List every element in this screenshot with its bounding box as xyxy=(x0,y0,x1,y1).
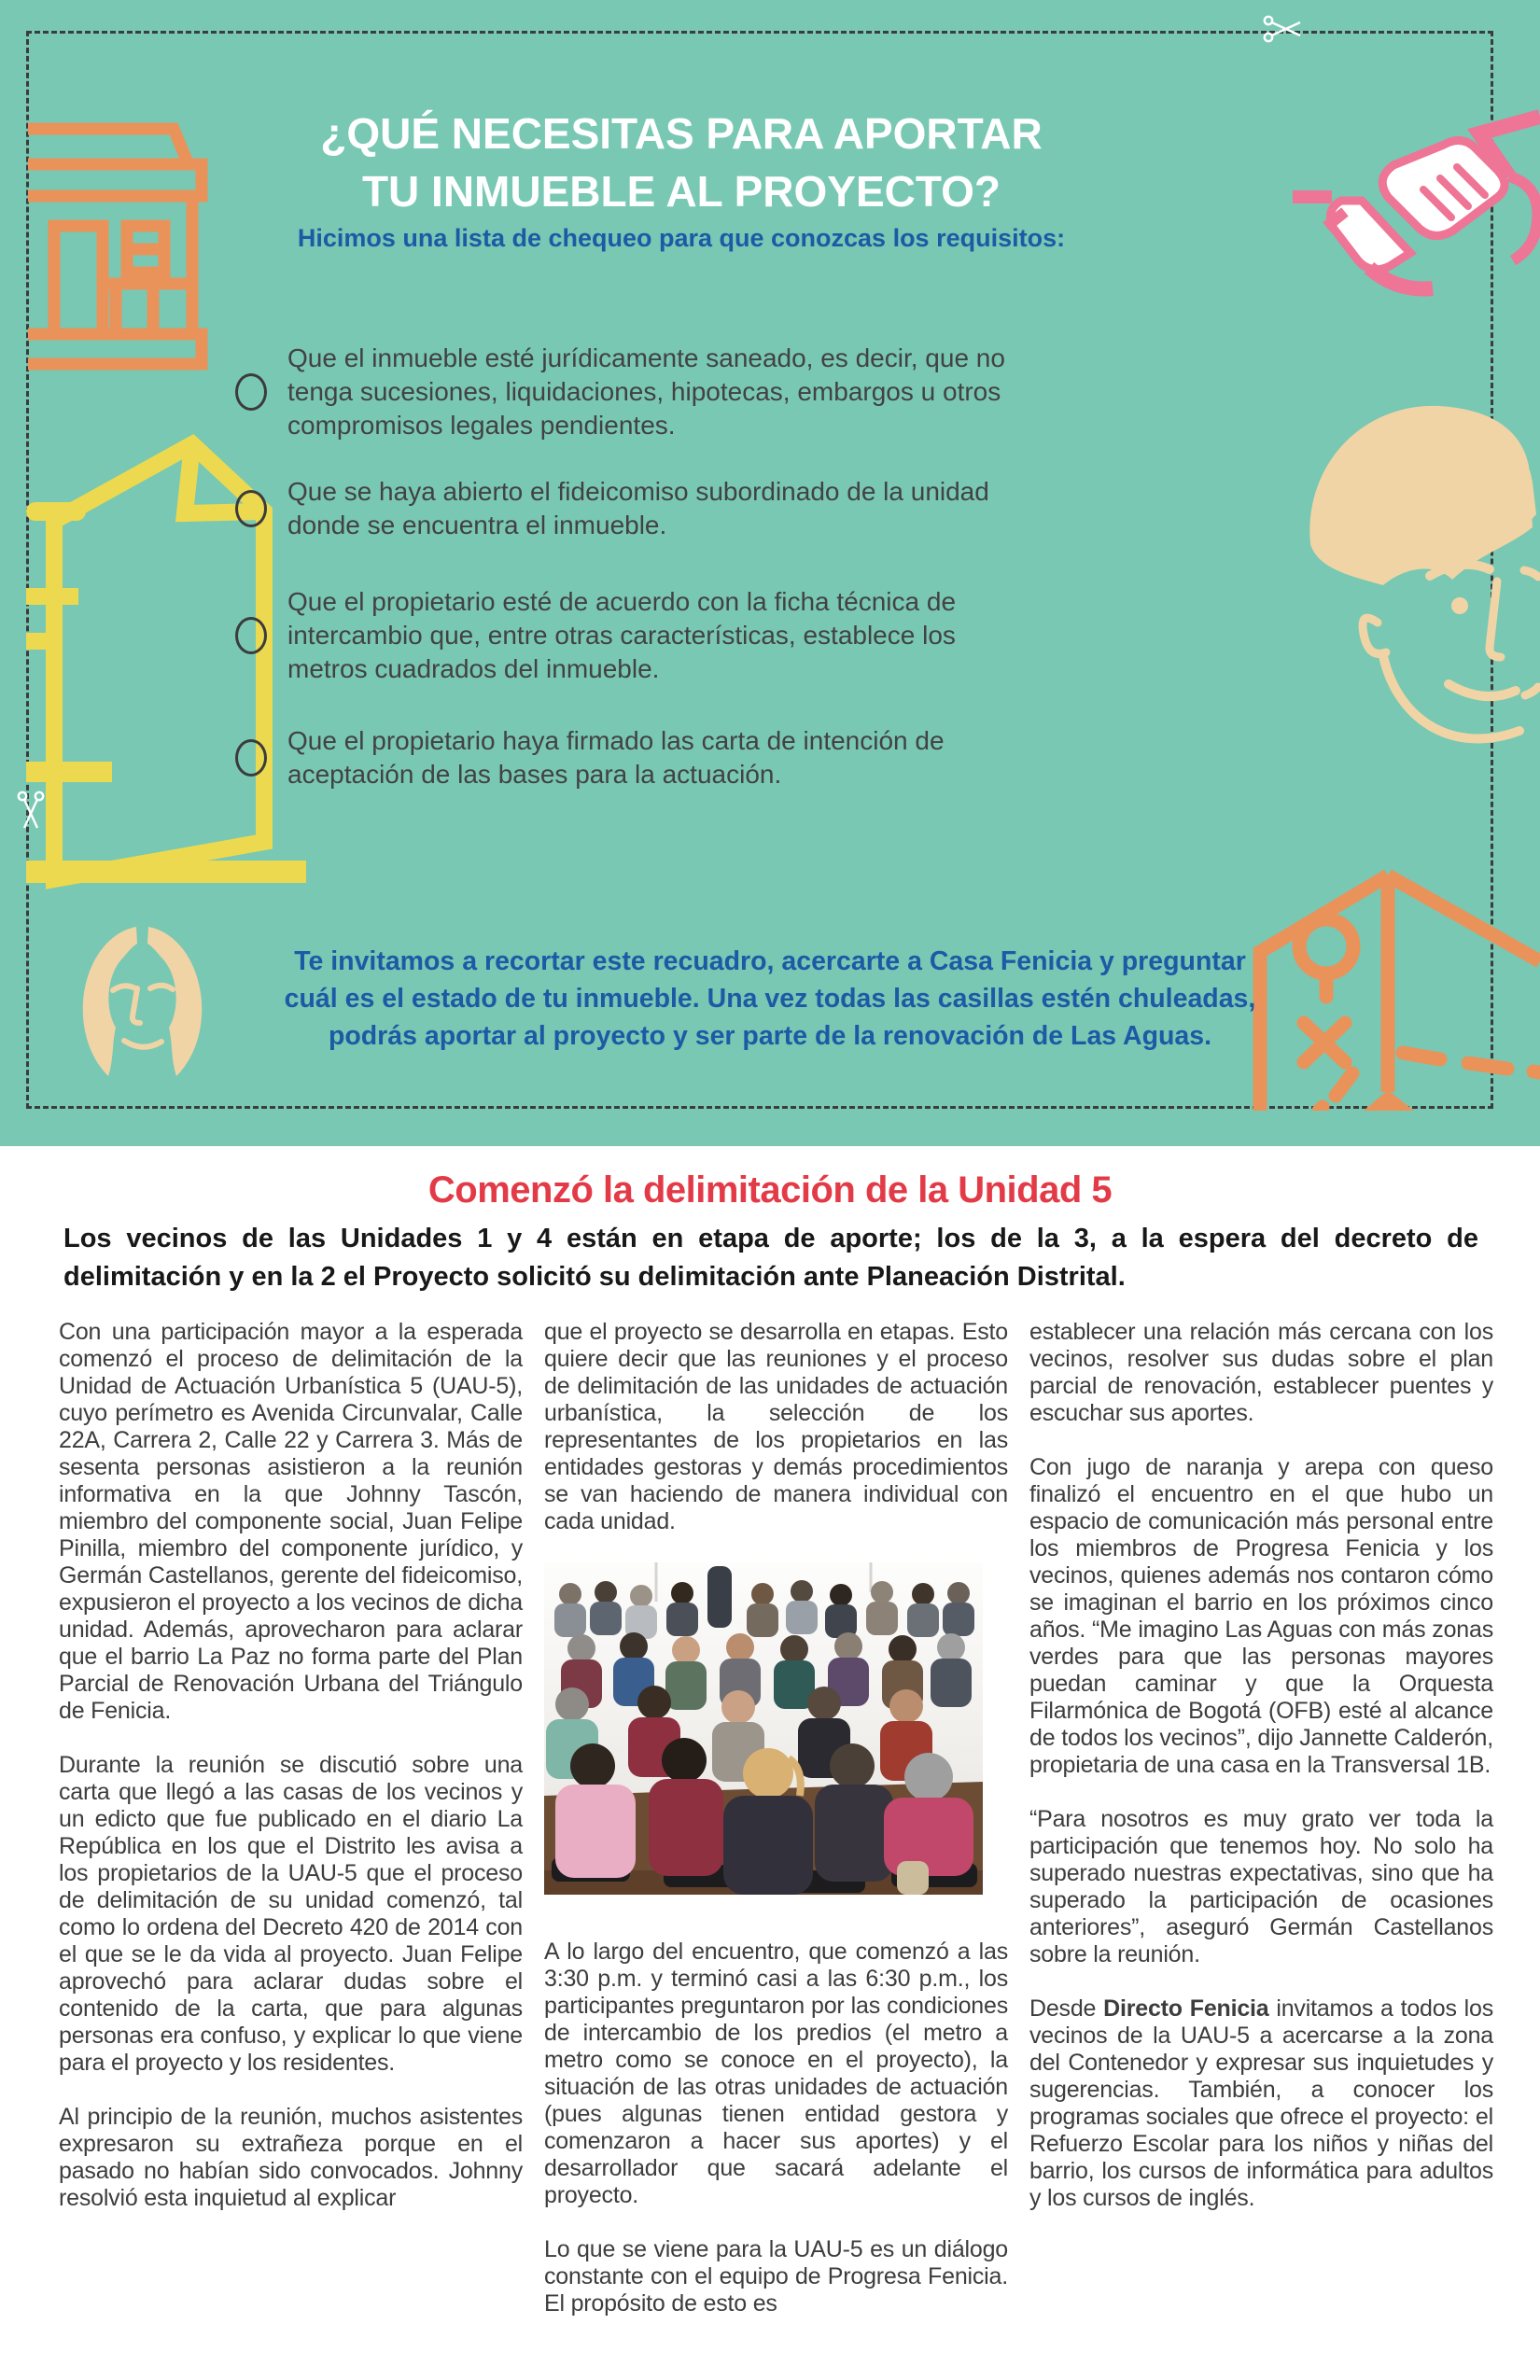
coupon-title-line1: ¿QUÉ NECESITAS PARA APORTAR xyxy=(320,109,1043,158)
coupon-title-line2: TU INMUEBLE AL PROYECTO? xyxy=(361,167,1001,216)
paragraph: establecer una relación más cercana con los vecinos, resolver sus dudas sobre el plan parcial de renovación, establecer puentes y escuchar sus aportes. xyxy=(1029,1319,1493,1426)
coupon-cutout xyxy=(0,0,1540,1146)
article-title: Comenzó la delimitación de la Unidad 5 xyxy=(427,1169,1113,1211)
paragraph: “Para nosotros es muy grato ver toda la participación que tenemos hoy. No solo ha superado nuestras expectativas, sino que ha superado la participación de ocasiones anteriores”, aseguró Germán Castellanos sobre la reunión. xyxy=(1029,1806,1493,1967)
folded-map-icon xyxy=(1237,782,1540,1111)
woman-face-icon xyxy=(70,919,215,1083)
checkbox-circle[interactable] xyxy=(235,490,267,527)
checklist-item xyxy=(235,585,1010,686)
paragraph: que el proyecto se desarrolla en etapas. Esto quiere decir que las reuniones y el proceso de delimitación de las unidades de actuación urbanística, la selección de los representantes de los propietarios en las entidades gestoras y demás procedimientos se van haciendo de manera individual con cada unidad. xyxy=(544,1319,1008,1534)
article-lead: Los vecinos de las Unidades 1 y 4 están en etapa de aporte; los de la 3, a la espera del decreto de delimitación y en la 2 el Proyecto solicitó su delimitación ante Planeación Distrital. xyxy=(63,1224,1478,1292)
paragraph-text: Desde xyxy=(1029,1995,1104,2022)
checklist-item xyxy=(235,724,1010,791)
handshake-icon xyxy=(1293,107,1540,322)
checklist-item xyxy=(235,475,1010,542)
checkbox-circle[interactable] xyxy=(235,617,267,654)
checklist xyxy=(235,342,1010,791)
checklist-item-text: Que el propietario esté de acuerdo con la ficha técnica de intercambio que, entre otras características, establece los metros cuadrados del inmueble. xyxy=(287,587,957,683)
coupon-subtitle: Hicimos una lista de chequeo para que conozcas los requisitos: xyxy=(297,224,1066,252)
directo-fenicia-label: Directo Fenicia xyxy=(1103,1995,1269,2022)
checklist-item-text: Que el inmueble esté jurídicamente saneado, es decir, que no tenga sucesiones, liquidaciones, hipotecas, embargos u otros compromisos legales pendientes. xyxy=(287,343,1005,440)
paragraph: A lo largo del encuentro, que comenzó a las 3:30 p.m. y terminó casi a las 6:30 p.m., los participantes preguntaron por las condiciones de intercambio de los predios (el metro a metro como se conoce en el proyecto), la situación de las otras unidades de actuación (pues algunas tienen entidad gestora y comenzaron a hacer sus aportes) y el desarrollador que sacará adelante el proyecto. xyxy=(544,1939,1008,2208)
paragraph: Al principio de la reunión, muchos asistentes expresaron su extrañeza porque en el pasado no habían sido convocados. Johnny resolvió esta inquietud al explicar xyxy=(59,2104,523,2211)
article-column-2 xyxy=(544,1319,1008,2345)
checklist-item-text: Que el propietario haya firmado las carta de intención de aceptación de las bases para la actuación. xyxy=(287,726,945,789)
paragraph: Con una participación mayor a la esperada comenzó el proceso de delimitación de la Unidad de Actuación Urbanística 5 (UAU-5), cuyo perímetro es Avenida Circunvalar, Calle 22A, Carrera 2, Calle 22 y Carrera 3. Más de sesenta personas asistieron a la reunión informativa en la que Johnny Tascón, miembro del componente social, Juan Felipe Pinilla, miembro del componente jurídico, y Germán Castellanos, gerente del fideicomiso, expusieron el proyecto a los vecinos de dicha unidad. Además, aprovecharon para aclarar que el barrio La Paz no forma parte del Plan Parcial de Renovación Urbana del Triángulo de Fenicia. xyxy=(59,1319,524,1724)
paragraph: Lo que se viene para la UAU-5 es un diálogo constante con el equipo de Progresa Fenicia. El propósito de esto es xyxy=(544,2236,1008,2317)
paragraph: Durante la reunión se discutió sobre una carta que llegó a las casas de los vecinos y un edicto que fue publicado en el diario La República en los que el Distrito les avisa a los propietarios de la UAU-5 que el proceso de delimitación de su unidad comenzó, tal como lo ordena del Decreto 420 de 2014 con el que se le da vida al proyecto. Juan Felipe aprovechó para aclarar dudas sobre el contenido de la carta, que para algunas personas era confuso, y explicar lo que viene para el proyecto y los residentes. xyxy=(59,1752,523,2076)
paragraph: Con jugo de naranja y arepa con queso finalizó el encuentro en el que hubo un espacio de comunicación más personal entre los miembros de Progresa Fenicia y los vecinos, quienes además nos contaron cómo se imaginan el barrio en los próximos cinco años. “Me imagino Las Aguas con más zonas verdes para que las personas mayores puedan caminar y que la Orquesta Filarmónica de Bogotá (OFB) esté al alcance de todos los vecinos”, dijo Jannette Calderón, propietaria de una casa en la Transversal 1B. xyxy=(1029,1454,1493,1778)
coupon-title xyxy=(168,105,1195,220)
meeting-photo xyxy=(544,1562,983,1895)
article-column-3 xyxy=(1029,1319,1493,2239)
checkbox-circle[interactable] xyxy=(235,373,267,411)
checklist-item-text: Que se haya abierto el fideicomiso subordinado de la unidad donde se encuentra el inmueble. xyxy=(287,477,989,539)
checkbox-circle[interactable] xyxy=(235,739,267,777)
paragraph xyxy=(1029,1995,1493,2212)
article-column-1 xyxy=(59,1319,523,2239)
paragraph-text: invitamos a todos los vecinos de la UAU-5 a acercarse a la zona del Contenedor y expresar sus inquietudes y sugerencias. También, a conocer los programas sociales que ofrece el proyecto: el Refuerzo Escolar para los niños y niñas del barrio, los cursos de informática para adultos y los cursos de inglés. xyxy=(1029,1995,1493,2211)
checklist-item xyxy=(235,342,1010,442)
man-face-icon xyxy=(1297,387,1540,779)
scissors-icon xyxy=(1262,13,1305,45)
coupon-cta: Te invitamos a recortar este recuadro, acercarte a Casa Fenicia y preguntar cuál es el estado de tu inmueble. Una vez todas las casillas estén chuleadas, podrás aportar al proyecto y ser parte de la renovación de Las Aguas. xyxy=(284,946,1256,1051)
